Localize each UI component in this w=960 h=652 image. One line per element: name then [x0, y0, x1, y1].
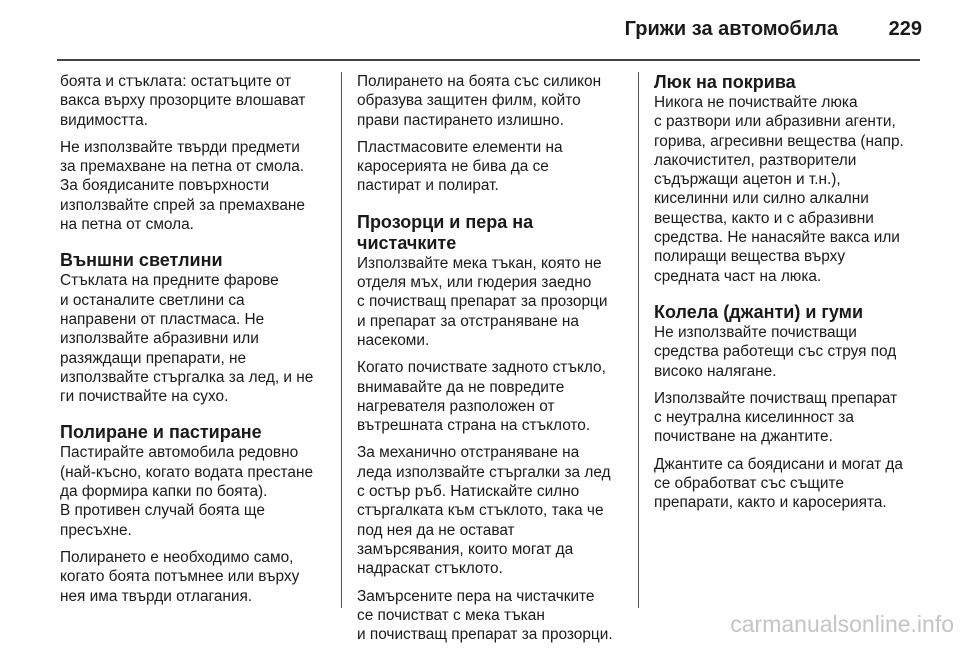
column-divider	[341, 72, 342, 608]
paragraph: Пластмасовите елементи на каросерията не бива да се пастират и полират.	[357, 138, 563, 195]
paragraph: Полирането на боята със силикон образува защитен филм, който прави пастирането излишно.	[357, 73, 602, 129]
paragraph: Не използвайте твърди предмети за премахване на петна от смола. За боядисаните повърхности използвайте спрей за премахване на петна от смола.	[60, 138, 305, 234]
paragraph: Не използвайте почистващи средства работещи със струя под високо налягане.	[654, 323, 897, 380]
paragraph: Пастирайте автомобила редовно (най-късно, когато водата престане да формира капки по боята). В противен случай боята ще пресъхне.	[60, 444, 314, 539]
paragraph: Замърсените пера на чистачките се почистват с мека тъкан и почистващ препарат за прозорци.	[357, 587, 613, 644]
paragraph: Никога не почиствайте люка с разтвори или абразивни агенти, горива, агресивни вещества (напр. лакочистител, разтворители съдържащи ацетон и т.н.), киселинни или силно алкални вещества, както и с абразивни средства. Не нанасяйте вакса или полиращи вещества върху средната част на люка.	[654, 94, 904, 285]
text-column-1	[60, 72, 332, 614]
paragraph: Стъклата на предните фарове и останалите светлини са направени от пластмаса. Не използвайте абразивни или разяждащи препарати, не използвайте стъргалка за лед, и не ги почиствайте на сухо.	[60, 272, 314, 406]
text-column-3	[654, 72, 926, 521]
paragraph: За механично отстраняване на леда използвайте стъргалки за лед с остър ръб. Натискайте силно стъргалката към стъклото, така че под нея да не остават замърсявания, които могат да надраскат стъклото.	[357, 444, 611, 578]
section-heading: Полиране и пастиране	[60, 422, 262, 443]
section-heading: Колела (джанти) и гуми	[654, 301, 864, 322]
section-heading: Люк на покрива	[654, 72, 796, 92]
paragraph: Използвайте мека тъкан, която не отделя мъх, или гюдерия заедно с почистващ препарат за прозорци и препарат за отстраняване на насекоми.	[357, 254, 608, 349]
paragraph: Използвайте почистващ препарат с неутрална киселинност за почистване на джантите.	[654, 389, 898, 446]
watermark: carmanualsonline.info	[730, 611, 954, 637]
page-number: 229	[888, 18, 922, 40]
paragraph: Джантите са боядисани и могат да се обработват със същите препарати, както и каросерията.	[654, 455, 903, 512]
column-divider	[638, 72, 639, 608]
section-heading: Външни светлини	[60, 250, 223, 271]
section-heading: Прозорци и пера на чистачките	[357, 211, 534, 253]
paragraph: Полирането е необходимо само, когато боята потъмнее или върху нея има твърди отлагания.	[60, 548, 300, 605]
page-title: Грижи за автомобила	[624, 18, 838, 40]
header-divider	[57, 59, 920, 61]
text-column-2	[357, 72, 629, 652]
paragraph: боята и стъклата: остатъците от вакса върху прозорците влошават видимостта.	[60, 73, 306, 129]
paragraph: Когато почиствате задното стъкло, внимавайте да не повредите нагревателя разположен от вътрешната страна на стъклото.	[357, 359, 606, 435]
